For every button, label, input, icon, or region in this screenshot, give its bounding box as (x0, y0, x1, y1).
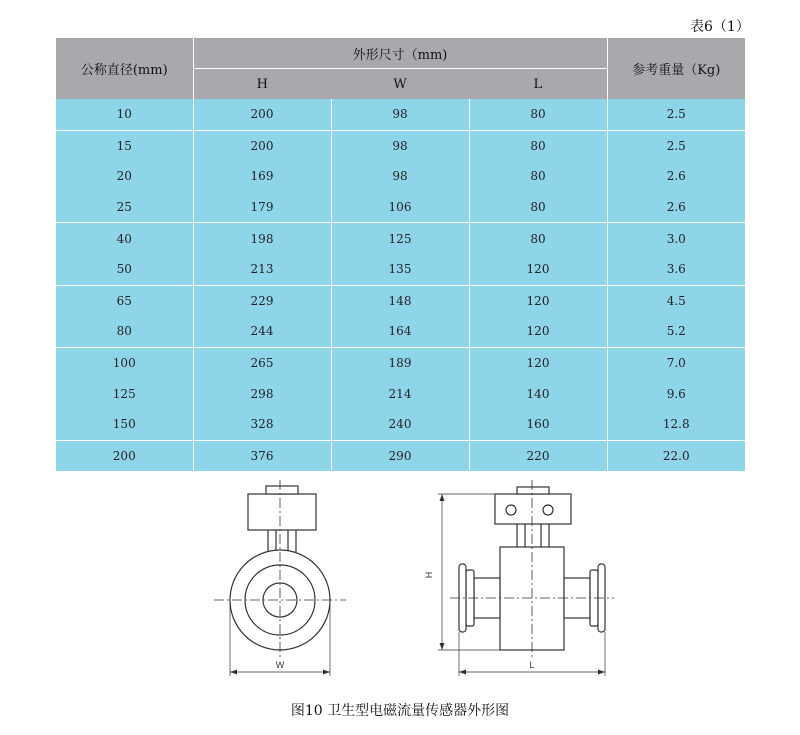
cell-nominal-diameter: 40 (56, 223, 193, 254)
table-row (56, 254, 745, 285)
cell-w: 98 (331, 130, 469, 161)
cell-h: 179 (193, 192, 331, 223)
table-row (56, 347, 745, 378)
cell-weight: 12.8 (607, 409, 745, 440)
front-head-box (248, 494, 316, 530)
figure-caption: 图10 卫生型电磁流量传感器外形图 (290, 703, 510, 719)
cell-w: 135 (331, 254, 469, 285)
cell-weight: 2.6 (607, 192, 745, 223)
cell-l: 120 (469, 316, 607, 347)
table-row (56, 223, 745, 254)
cell-w: 189 (331, 347, 469, 378)
front-head-cap (266, 486, 298, 494)
cell-l: 120 (469, 347, 607, 378)
cell-weight: 22.0 (607, 440, 745, 471)
cell-l: 220 (469, 440, 607, 471)
cell-nominal-diameter: 20 (56, 161, 193, 192)
cell-weight: 2.5 (607, 130, 745, 161)
dimension-label-h: H (424, 571, 434, 579)
table-row (56, 161, 745, 192)
table-caption: 表6（1） (690, 19, 750, 35)
front-view (214, 480, 346, 676)
cell-l: 80 (469, 161, 607, 192)
cell-h: 376 (193, 440, 331, 471)
cell-l: 120 (469, 254, 607, 285)
cell-w: 106 (331, 192, 469, 223)
cell-nominal-diameter: 80 (56, 316, 193, 347)
header-weight: 参考重量（Kg) (607, 38, 745, 99)
cell-nominal-diameter: 15 (56, 130, 193, 161)
cell-weight: 9.6 (607, 378, 745, 409)
cell-l: 80 (469, 99, 607, 130)
cell-h: 328 (193, 409, 331, 440)
cell-nominal-diameter: 25 (56, 192, 193, 223)
cell-h: 265 (193, 347, 331, 378)
cell-w: 148 (331, 285, 469, 316)
cell-h: 229 (193, 285, 331, 316)
header-nominal-diameter: 公称直径(mm) (56, 38, 193, 99)
table-row (56, 285, 745, 316)
table-row (56, 130, 745, 161)
cell-w: 98 (331, 99, 469, 130)
cell-w: 214 (331, 378, 469, 409)
cell-h: 213 (193, 254, 331, 285)
cell-h: 198 (193, 223, 331, 254)
sensor-outline-drawing (200, 480, 620, 685)
cell-w: 290 (331, 440, 469, 471)
cell-w: 240 (331, 409, 469, 440)
dimension-label-l: L (529, 660, 535, 670)
dimension-table (56, 38, 745, 471)
header-l: L (469, 69, 607, 100)
cell-weight: 7.0 (607, 347, 745, 378)
cell-nominal-diameter: 150 (56, 409, 193, 440)
cell-l: 80 (469, 192, 607, 223)
cell-weight: 3.0 (607, 223, 745, 254)
cell-nominal-diameter: 100 (56, 347, 193, 378)
cell-weight: 4.5 (607, 285, 745, 316)
header-h: H (193, 69, 331, 100)
dimension-label-w: W (275, 660, 285, 670)
table-row (56, 440, 745, 471)
table-body (56, 99, 745, 471)
side-view (438, 480, 614, 676)
header-dimensions-group: 外形尺寸（mm) (193, 38, 607, 69)
table-row (56, 316, 745, 347)
side-head-cap (517, 487, 549, 494)
table-row (56, 378, 745, 409)
cell-h: 244 (193, 316, 331, 347)
cell-nominal-diameter: 200 (56, 440, 193, 471)
cell-weight: 2.5 (607, 99, 745, 130)
table-row (56, 99, 745, 130)
cell-h: 169 (193, 161, 331, 192)
side-body (500, 547, 564, 650)
table-row (56, 409, 745, 440)
cell-nominal-diameter: 50 (56, 254, 193, 285)
cell-l: 140 (469, 378, 607, 409)
cell-l: 120 (469, 285, 607, 316)
cell-h: 200 (193, 130, 331, 161)
cell-h: 298 (193, 378, 331, 409)
cell-nominal-diameter: 65 (56, 285, 193, 316)
table-row (56, 192, 745, 223)
cell-weight: 3.6 (607, 254, 745, 285)
cell-weight: 5.2 (607, 316, 745, 347)
cell-l: 80 (469, 223, 607, 254)
cell-nominal-diameter: 10 (56, 99, 193, 130)
header-w: W (331, 69, 469, 100)
cell-weight: 2.6 (607, 161, 745, 192)
cell-h: 200 (193, 99, 331, 130)
cell-nominal-diameter: 125 (56, 378, 193, 409)
cell-w: 164 (331, 316, 469, 347)
cell-w: 98 (331, 161, 469, 192)
cell-w: 125 (331, 223, 469, 254)
cell-l: 160 (469, 409, 607, 440)
cell-l: 80 (469, 130, 607, 161)
